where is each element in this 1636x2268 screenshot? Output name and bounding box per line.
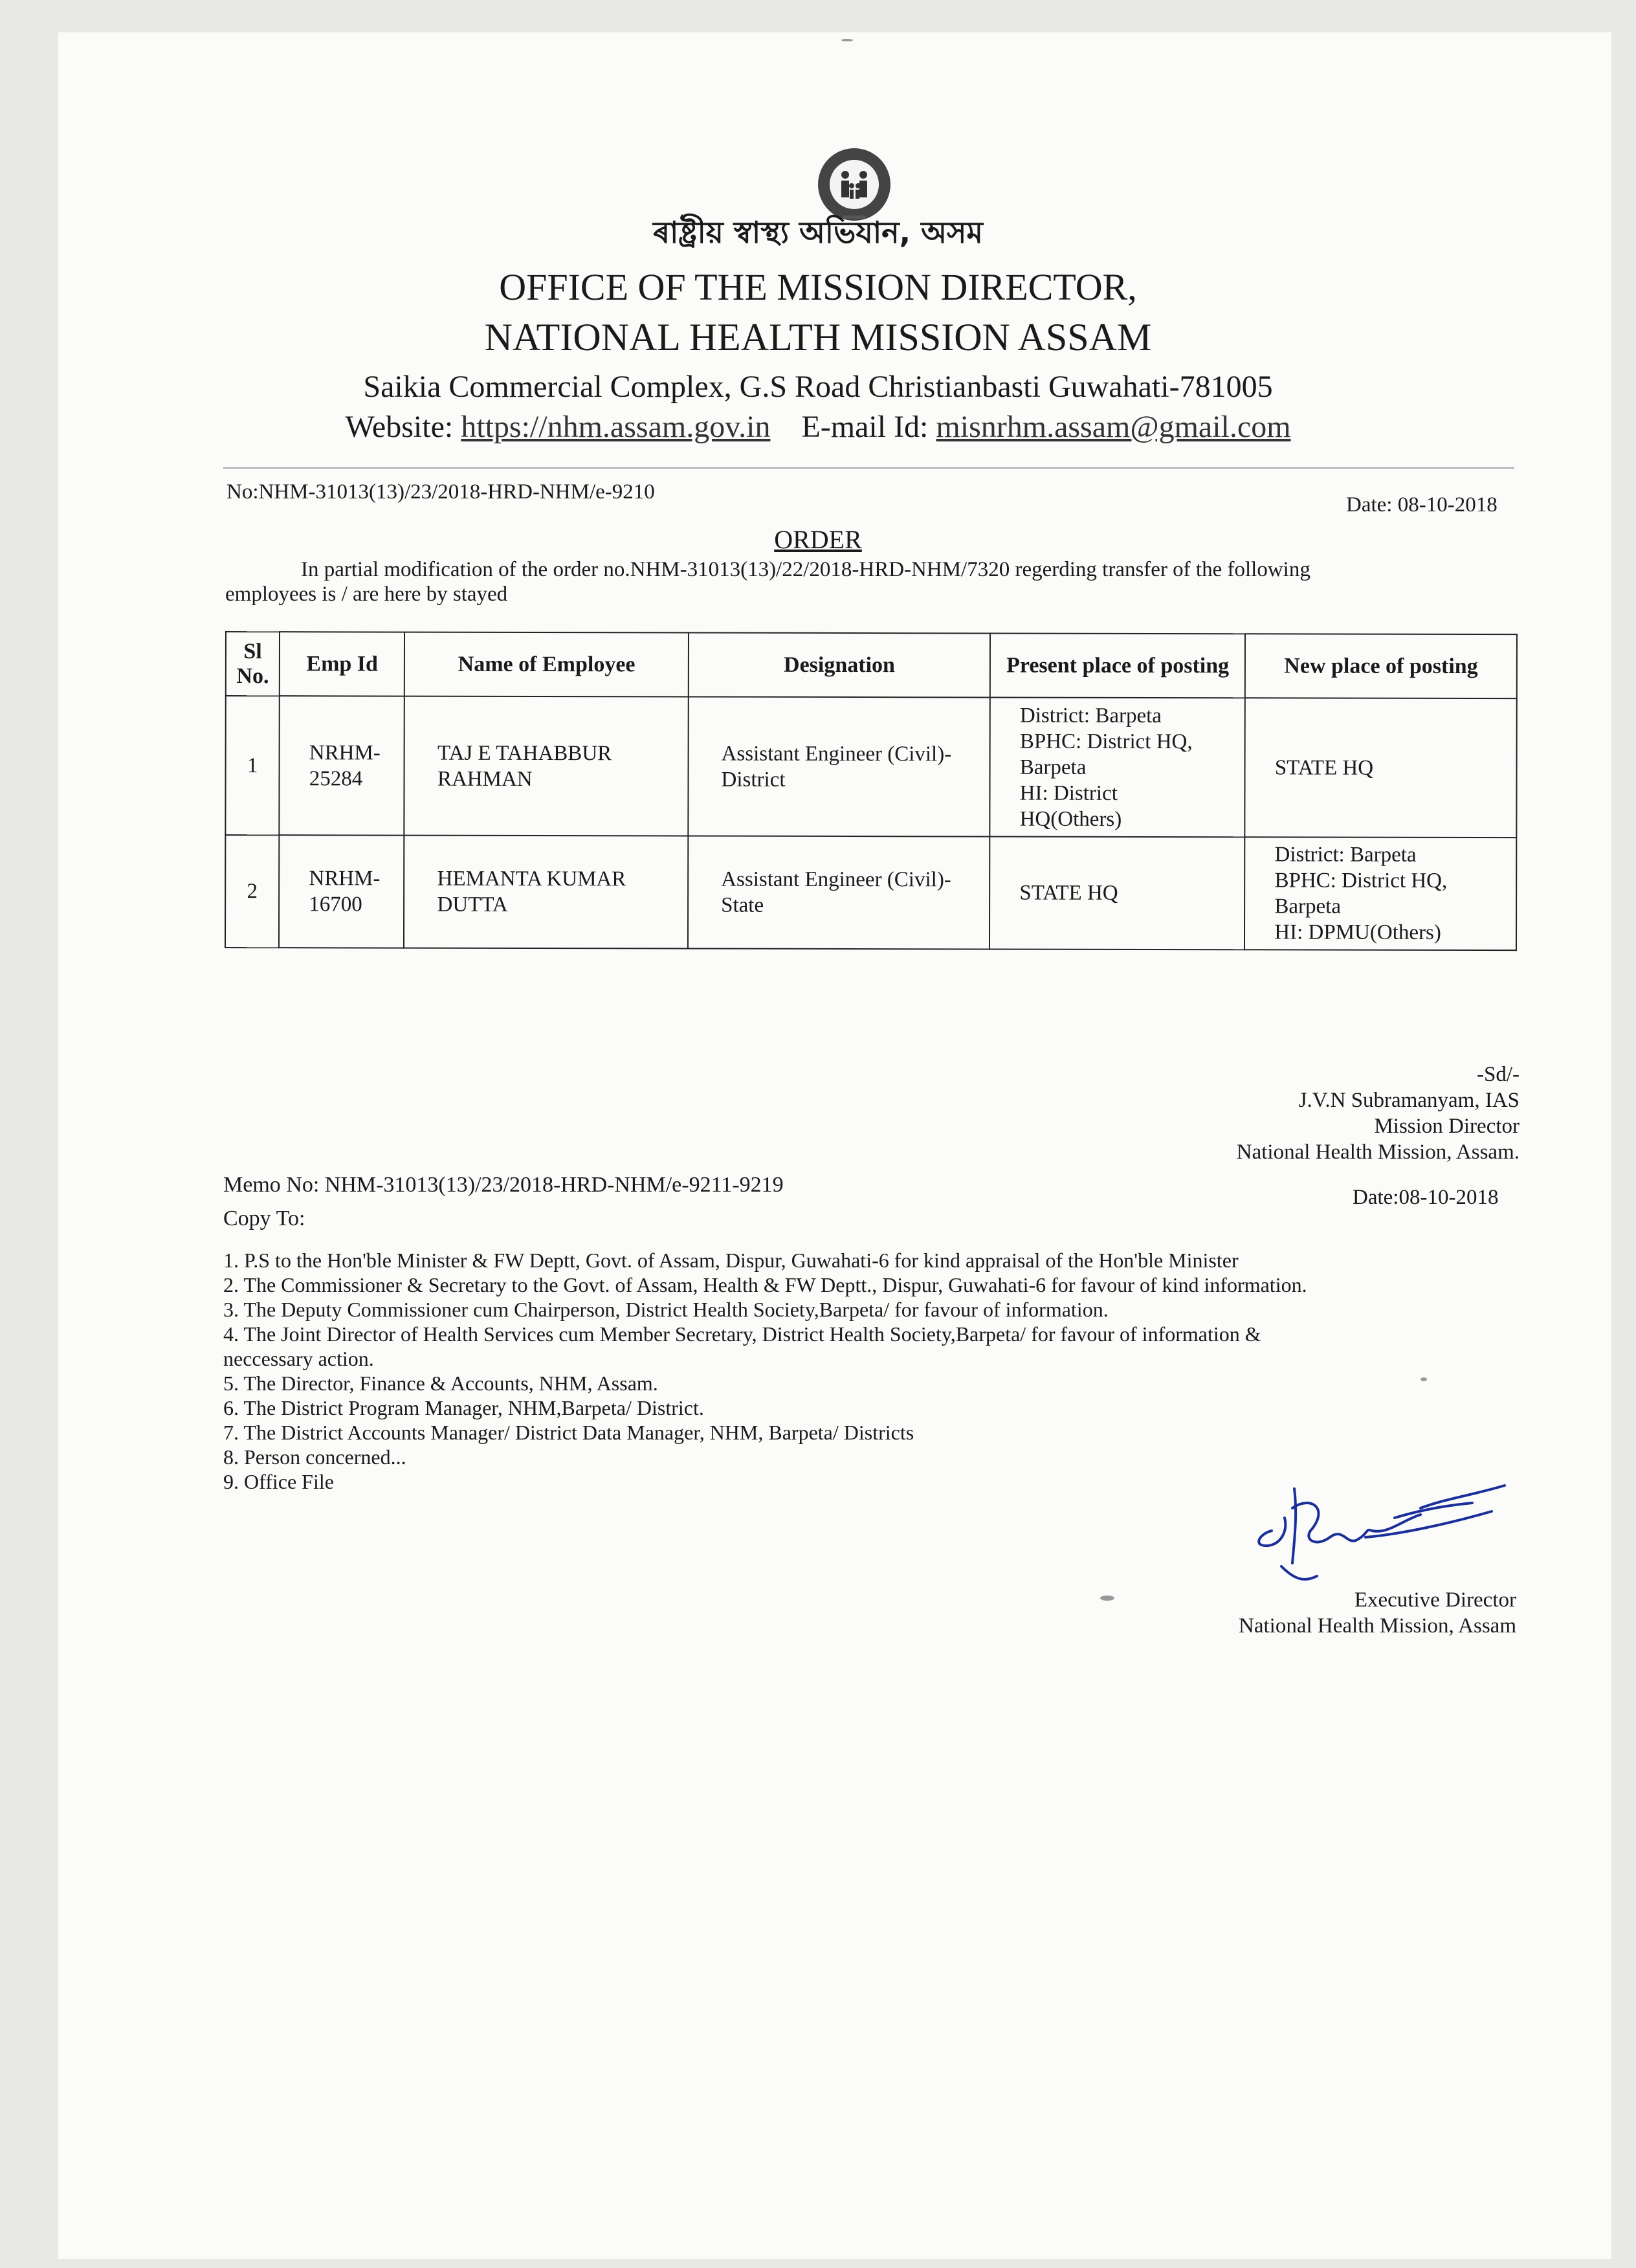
- list-item: 8. Person concerned...: [223, 1445, 406, 1469]
- table-header-row: [226, 632, 1517, 698]
- header-sl: Sl No.: [226, 632, 280, 696]
- list-item: 7. The District Accounts Manager/ District Data Manager, NHM, Barpeta/ Districts: [223, 1421, 914, 1444]
- order-heading: ORDER: [774, 525, 862, 554]
- table-row: [225, 835, 1516, 950]
- cell-sl: 1: [225, 696, 280, 835]
- list-item: 2. The Commissioner & Secretary to the Govt. of Assam, Health & FW Deptt., Dispur, Guwahati-6 for favour of kind information.: [223, 1273, 1307, 1296]
- copy-to-list: [223, 1248, 1307, 1494]
- cell-new-posting: District: Barpeta BPHC: District HQ, Barpeta HI: DPMU(Others): [1244, 837, 1516, 950]
- list-item: 5. The Director, Finance & Accounts, NHM, Assam.: [223, 1372, 658, 1395]
- list-item: 6. The District Program Manager, NHM,Barpeta/ District.: [223, 1396, 704, 1419]
- copy-to-label: Copy To:: [223, 1206, 305, 1230]
- header-divider: [223, 467, 1514, 469]
- memo-no: Memo No: NHM-31013(13)/23/2018-HRD-NHM/e-9211-9219: [223, 1173, 784, 1197]
- signatory-name: J.V.N Subramanyam, IAS: [1298, 1089, 1520, 1112]
- scan-speck: [841, 39, 853, 41]
- office-title-line1: OFFICE OF THE MISSION DIRECTOR,: [499, 266, 1137, 308]
- cell-sl: 2: [225, 835, 280, 948]
- order-date: Date: 08-10-2018: [1346, 493, 1498, 517]
- cell-name: HEMANTA KUMAR DUTTA: [404, 836, 688, 949]
- list-item: 9. Office File: [223, 1470, 334, 1493]
- scan-speck: [1100, 1595, 1114, 1601]
- email-link[interactable]: misnrhm.assam@gmail.com: [936, 410, 1291, 444]
- cell-present-posting: STATE HQ: [989, 836, 1244, 950]
- signatory-title: Mission Director: [1374, 1115, 1520, 1138]
- header-designation: Designation: [689, 632, 990, 697]
- signatory-org: National Health Mission, Assam.: [1236, 1140, 1520, 1164]
- office-address: Saikia Commercial Complex, G.S Road Christianbasti Guwahati-781005: [363, 370, 1273, 404]
- cell-name: TAJ E TAHABBUR RAHMAN: [404, 696, 689, 836]
- list-item: neccessary action.: [223, 1347, 374, 1370]
- list-item: 1. P.S to the Hon'ble Minister & FW Deptt, Govt. of Assam, Dispur, Guwahati-6 for kind appraisal of the Hon'ble Minister: [223, 1249, 1239, 1272]
- email-label: E-mail Id:: [801, 410, 936, 444]
- list-item: 3. The Deputy Commissioner cum Chairperson, District Health Society,Barpeta/ for favour of information.: [223, 1298, 1109, 1321]
- cell-designation: Assistant Engineer (Civil)- State: [688, 836, 990, 949]
- website-link[interactable]: https://nhm.assam.gov.in: [461, 410, 771, 444]
- table-row: [225, 696, 1516, 838]
- executive-director-block: [1239, 1587, 1516, 1639]
- memo-date: Date:08-10-2018: [1353, 1186, 1499, 1209]
- transfer-table: [225, 631, 1518, 951]
- header-name: Name of Employee: [404, 632, 689, 697]
- list-item: 4. The Joint Director of Health Services cum Member Secretary, District Health Society,Barpeta/ for favour of information &: [223, 1322, 1261, 1346]
- cell-new-posting: STATE HQ: [1245, 698, 1517, 838]
- cell-designation: Assistant Engineer (Civil)- District: [688, 696, 990, 836]
- scan-speck: [1420, 1377, 1427, 1381]
- header-new-posting: New place of posting: [1245, 634, 1517, 698]
- order-para-line1: In partial modification of the order no.NHM-31013(13)/22/2018-HRD-NHM/7320 regerding transfer of the following: [301, 558, 1310, 581]
- signatory2-title: Executive Director: [1354, 1588, 1516, 1612]
- cell-present-posting: District: Barpeta BPHC: District HQ, Barpeta HI: District HQ(Others): [990, 697, 1246, 837]
- sd-mark: -Sd/-: [1477, 1063, 1520, 1086]
- cell-emp-id: NRHM- 25284: [280, 696, 405, 835]
- mission-director-block: [1237, 1062, 1520, 1165]
- order-para-line2: employees is / are here by stayed: [225, 583, 508, 606]
- signature-icon: [1233, 1469, 1524, 1599]
- contact-line: [0, 409, 1636, 445]
- cell-emp-id: NRHM- 16700: [279, 835, 404, 948]
- header-emp-id: Emp Id: [280, 632, 404, 696]
- office-title-line2: NATIONAL HEALTH MISSION ASSAM: [484, 316, 1152, 359]
- website-label: Website:: [345, 410, 461, 444]
- header-present-posting: Present place of posting: [990, 633, 1245, 698]
- assamese-title: ৰাষ্ট্ৰীয় স্বাস্থ্য অভিযান, অসম: [653, 215, 983, 250]
- order-ref-no: No:NHM-31013(13)/23/2018-HRD-NHM/e-9210: [227, 480, 655, 504]
- signatory2-org: National Health Mission, Assam: [1239, 1614, 1516, 1638]
